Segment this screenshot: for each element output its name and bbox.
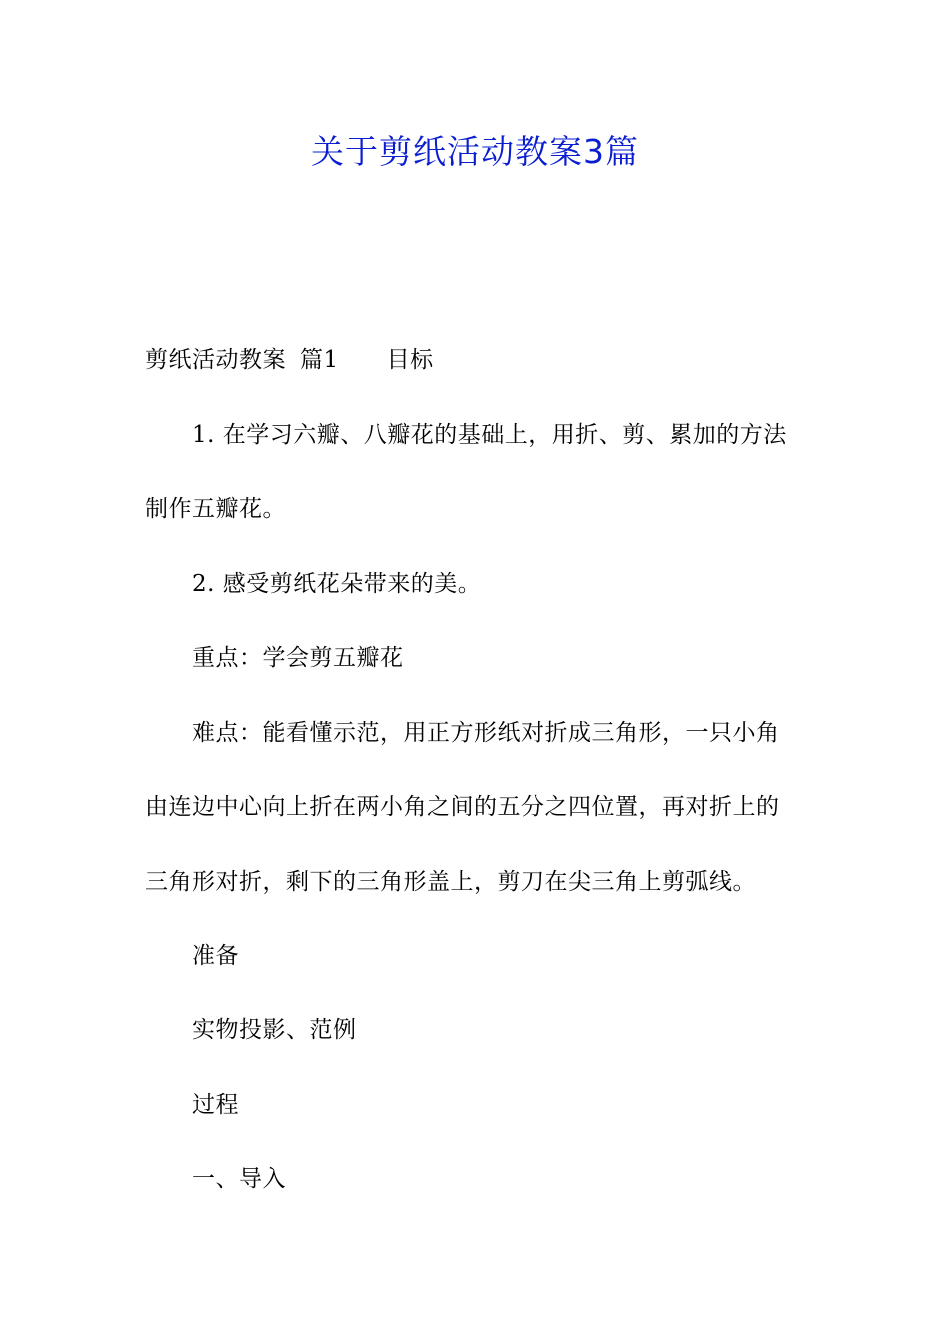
paragraph-line: 2. 感受剪纸花朵带来的美。: [192, 571, 482, 597]
paragraph-line: 三角形对折，剩下的三角形盖上，剪刀在尖三角上剪弧线。: [145, 869, 756, 895]
paragraph-line: 过程: [192, 1092, 239, 1118]
section-heading-title: 剪纸活动教案: [145, 347, 286, 373]
paragraph-line: 制作五瓣花。: [145, 496, 286, 522]
paragraph-line: 实物投影、范例: [192, 1017, 357, 1043]
paragraph-line: 1. 在学习六瓣、八瓣花的基础上，用折、剪、累加的方法: [192, 422, 787, 448]
paragraph-line: 一、导入: [192, 1166, 286, 1192]
section-heading-number: 篇1: [300, 347, 339, 373]
section-heading: [145, 343, 434, 377]
paragraph-line: 准备: [192, 943, 239, 969]
section-heading-subtitle: 目标: [386, 347, 434, 373]
paragraph-line: 由连边中心向上折在两小角之间的五分之四位置，再对折上的: [145, 794, 780, 820]
document-title: 关于剪纸活动教案3篇: [311, 132, 639, 171]
paragraph-line: 难点：能看懂示范，用正方形纸对折成三角形，一只小角: [192, 720, 780, 746]
paragraph-line: 重点：学会剪五瓣花: [192, 645, 404, 671]
